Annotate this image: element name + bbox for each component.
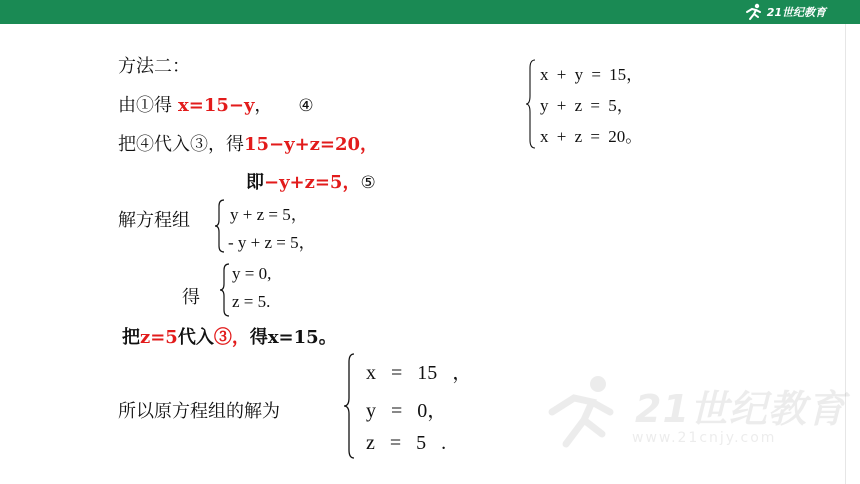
step-1-expr: x=15−y bbox=[178, 95, 255, 116]
solution-eq-z: z = 5 . bbox=[366, 432, 447, 454]
given-eq-3: x + z = 20。 bbox=[540, 127, 643, 146]
runner-icon bbox=[744, 3, 764, 21]
system-c-eq-1: y = 0, bbox=[232, 264, 272, 283]
step-6-expr-2: ③， bbox=[213, 327, 250, 348]
step-2 bbox=[118, 134, 378, 156]
brand-logo bbox=[744, 2, 826, 22]
step-1 bbox=[118, 95, 314, 117]
top-banner bbox=[0, 0, 860, 24]
step-2-prefix: 把④代入③，得 bbox=[118, 134, 244, 155]
step-3-comma: ， bbox=[342, 172, 361, 193]
given-eq-2: y + z = 5， bbox=[540, 96, 634, 115]
step-1-prefix: 由①得 bbox=[118, 95, 172, 116]
step-6-mid: 代入 bbox=[177, 327, 214, 348]
step-5-label: 得 bbox=[182, 287, 200, 308]
given-system-brace bbox=[524, 58, 538, 150]
step-6-suffix: 得x=15。 bbox=[249, 327, 337, 348]
watermark bbox=[540, 372, 846, 462]
system-b bbox=[212, 198, 352, 254]
watermark-url: www.21cnjy.com bbox=[632, 430, 777, 446]
step-3-prefix: 即 bbox=[246, 172, 264, 193]
solution-system bbox=[340, 352, 490, 460]
given-eq-1: x + y = 15， bbox=[540, 65, 644, 84]
given-system bbox=[524, 58, 684, 150]
logo-text: 21世纪教育 bbox=[766, 6, 826, 19]
solution-brace bbox=[340, 352, 358, 460]
system-b-eq-2: - y + z = 5， bbox=[228, 233, 316, 252]
step-3-expr: −y+z=5 bbox=[264, 172, 343, 193]
step-3 bbox=[246, 172, 376, 194]
step-6 bbox=[122, 327, 337, 349]
system-b-brace bbox=[212, 198, 228, 254]
step-6-expr-1: z=5 bbox=[140, 327, 178, 348]
step-1-comma: ， bbox=[254, 95, 273, 116]
step-2-expr: 15−y+z=20， bbox=[244, 134, 379, 155]
step-1-label: ④ bbox=[298, 96, 314, 116]
system-c-brace bbox=[218, 262, 232, 318]
watermark-text: 21世纪教育 bbox=[635, 387, 846, 431]
conclusion-label: 所以原方程组的解为 bbox=[118, 401, 280, 422]
step-6-prefix: 把 bbox=[122, 327, 140, 348]
step-3-label: ⑤ bbox=[360, 173, 376, 193]
solution-eq-x: x = 15 ， bbox=[366, 362, 473, 384]
watermark-runner-icon bbox=[540, 372, 630, 452]
system-c bbox=[218, 262, 308, 318]
system-b-eq-1: y + z = 5， bbox=[230, 205, 308, 224]
step-4-label: 解方程组 bbox=[118, 210, 190, 231]
solution-eq-y: y = 0， bbox=[366, 400, 448, 422]
method-title: 方法二： bbox=[118, 56, 190, 77]
system-c-eq-2: z = 5. bbox=[232, 292, 271, 311]
